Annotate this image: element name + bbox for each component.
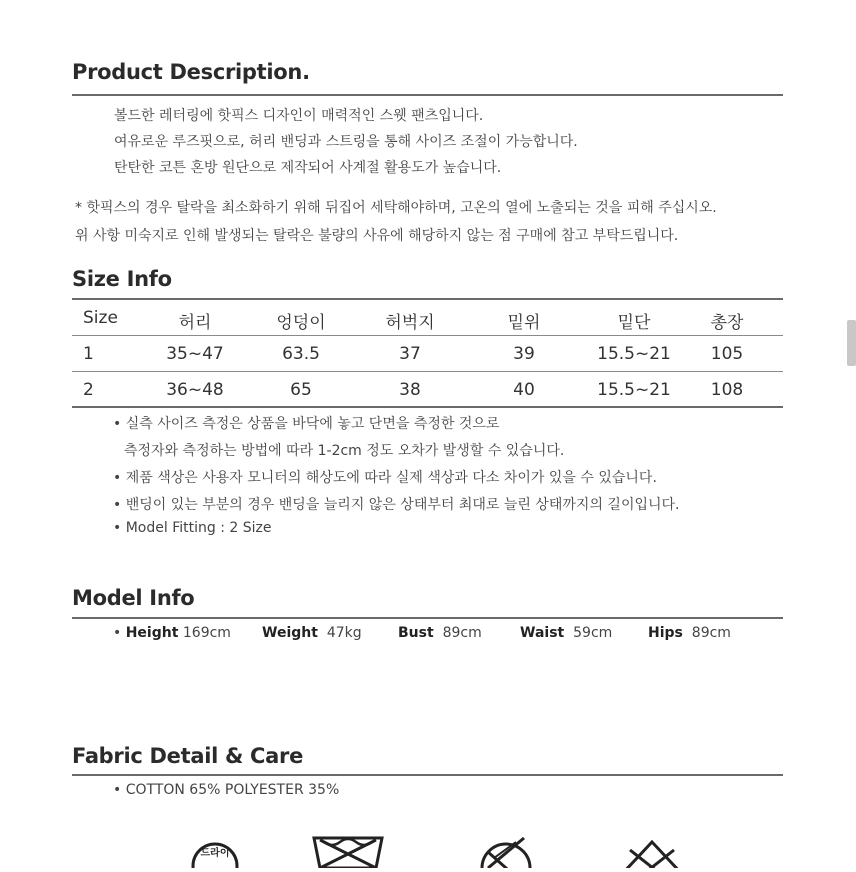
size-note-line: • 실측 사이즈 측정은 상품을 바닥에 놓고 단면을 측정한 것으로 xyxy=(113,416,500,432)
header-cell-length: 총장 xyxy=(710,313,744,333)
model-weight xyxy=(262,625,362,641)
table-cell: 2 xyxy=(83,380,94,400)
table-cell: 108 xyxy=(710,380,744,400)
size-note-line: • 밴딩이 있는 부분의 경우 밴딩을 늘리지 않은 상태부터 최대로 늘린 상태까지의 길이입니다. xyxy=(113,497,680,513)
model-hips xyxy=(648,625,731,641)
model-info-title: Model Info xyxy=(72,586,195,610)
table-cell: 38 xyxy=(399,380,421,400)
table-cell: 1 xyxy=(83,344,94,364)
header-cell-hip: 엉덩이 xyxy=(276,313,326,333)
table-cell: 105 xyxy=(710,344,744,364)
header-cell-hem: 밑단 xyxy=(617,313,651,333)
table-cell: 37 xyxy=(399,344,421,364)
table-cell: 63.5 xyxy=(282,344,320,364)
care-note-line: * 핫픽스의 경우 탈락을 최소화하기 위해 뒤집어 세탁해야하며, 고온의 열에 노출되는 것을 피해 주십시오. xyxy=(75,200,717,216)
model-bust xyxy=(398,625,482,641)
header-cell-rise: 밑위 xyxy=(507,313,541,333)
table-cell: 35~47 xyxy=(166,344,224,364)
model-height-value: 169cm xyxy=(182,625,231,641)
scrollbar-thumb[interactable] xyxy=(847,320,856,366)
no-bleach-icon xyxy=(612,828,692,868)
table-cell: 36~48 xyxy=(166,380,224,400)
hand-wash-icon xyxy=(180,828,260,868)
table-cell: 15.5~21 xyxy=(597,380,671,400)
model-bullet: • xyxy=(113,625,122,641)
fabric-care-divider xyxy=(72,774,783,776)
model-height-label: Height xyxy=(125,625,179,641)
fabric-composition: • COTTON 65% POLYESTER 35% xyxy=(113,782,340,798)
fabric-care-title: Fabric Detail & Care xyxy=(72,744,304,768)
model-waist-value: 59cm xyxy=(573,625,613,641)
size-note-line: 측정자와 측정하는 방법에 따라 1-2cm 정도 오차가 발생할 수 있습니다. xyxy=(124,443,565,459)
table-row xyxy=(72,372,783,408)
header-cell-size: Size xyxy=(83,308,118,328)
size-info-title: Size Info xyxy=(72,267,172,291)
table-cell: 65 xyxy=(290,380,312,400)
size-table-bottom-divider xyxy=(72,406,783,408)
model-bust-label: Bust xyxy=(398,625,434,641)
header-cell-waist: 허리 xyxy=(178,313,212,333)
size-note-line: • Model Fitting : 2 Size xyxy=(113,520,272,536)
model-info-divider xyxy=(72,617,783,619)
model-waist xyxy=(520,625,612,641)
model-height xyxy=(113,625,231,641)
model-bust-value: 89cm xyxy=(442,625,482,641)
model-weight-value: 47kg xyxy=(326,625,362,641)
product-description-divider xyxy=(72,94,783,96)
size-note-line: • 제품 색상은 사용자 모니터의 해상도에 따라 실제 색상과 다소 차이가 있을 수 있습니다. xyxy=(113,470,657,486)
no-tumble-dry-icon xyxy=(308,828,388,868)
model-hips-label: Hips xyxy=(648,625,683,641)
description-line: 여유로운 루즈핏으로, 허리 밴딩과 스트링을 통해 사이즈 조절이 가능합니다. xyxy=(114,134,578,150)
header-cell-thigh: 허벅지 xyxy=(385,313,435,333)
table-row xyxy=(72,336,783,372)
care-note-line: 위 사항 미숙지로 인해 발생되는 탈락은 불량의 사유에 해당하지 않는 점 구매에 참고 부탁드립니다. xyxy=(75,228,679,244)
description-line: 볼드한 레터링에 핫픽스 디자인이 매력적인 스웻 팬츠입니다. xyxy=(114,108,484,124)
product-description-title: Product Description. xyxy=(72,60,310,84)
model-waist-label: Waist xyxy=(520,625,565,641)
description-line: 탄탄한 코튼 혼방 원단으로 제작되어 사계절 활용도가 높습니다. xyxy=(114,160,502,176)
table-cell: 40 xyxy=(513,380,535,400)
model-weight-label: Weight xyxy=(262,625,318,641)
care-icon-label: 드라이 xyxy=(200,848,230,859)
model-hips-value: 89cm xyxy=(691,625,731,641)
no-dry-clean-icon xyxy=(466,828,546,868)
table-cell: 39 xyxy=(513,344,535,364)
size-table-header-row xyxy=(72,300,783,336)
table-cell: 15.5~21 xyxy=(597,344,671,364)
